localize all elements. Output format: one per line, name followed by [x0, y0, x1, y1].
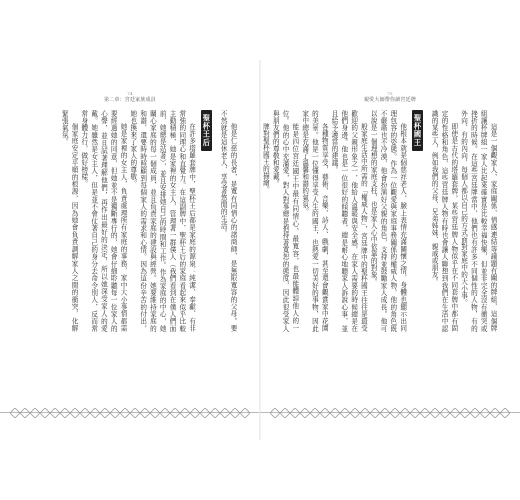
border-diamond — [450, 408, 460, 418]
border-diamond — [420, 408, 430, 418]
border-pattern — [270, 408, 510, 418]
left-header-title: 第二章：宮廷家族成員 — [103, 97, 156, 103]
border-diamond — [100, 408, 110, 418]
left-decorative-border — [0, 406, 260, 420]
border-diamond — [430, 408, 440, 418]
border-diamond — [440, 408, 450, 418]
border-diamond — [490, 408, 500, 418]
border-diamond — [280, 408, 290, 418]
border-diamond — [10, 408, 20, 418]
border-diamond — [460, 408, 470, 418]
section-heading: 聖杯王后 — [201, 110, 213, 151]
border-diamond — [390, 408, 400, 418]
border-diamond — [90, 408, 100, 418]
right-running-header — [260, 90, 520, 104]
border-pattern — [10, 408, 250, 418]
border-diamond — [410, 408, 420, 418]
border-diamond — [380, 408, 390, 418]
border-diamond — [150, 408, 160, 418]
right-page-number: 75 — [387, 91, 393, 96]
body-paragraph: 般家庭生活中所需的「權威人物」，宮廷牌中的聖杯國王往往是最受歡迎的父親形象之一，他給人溫暖與安全感，在家人需要的時候總是在他們身邊。他也是一位很好的傾聽者，總是耐心地聽家人訴說心事，並且給予適當的建議。 — [330, 110, 368, 332]
body-paragraph: 她是家裡的女主人，負責處理所有家庭的事務，家中大小事情都需要經過她的同意，但她並不是獨斷專行的，她會仔細聆聽每一位家人的心聲，並且試著理解他們，再作出最好的決定，所以她深受家人的愛戴。她雖然是女主人，但是並不會仗著自己的身分去命令別人，反而常常身體力行，做好榜樣。 — [79, 110, 128, 332]
border-diamond — [200, 408, 210, 418]
border-diamond — [160, 408, 170, 418]
border-diamond — [350, 408, 360, 418]
border-diamond — [240, 408, 250, 418]
border-diamond — [170, 408, 180, 418]
right-page — [260, 0, 520, 500]
border-diamond — [110, 408, 120, 418]
body-paragraph: 牌對聖杯國王的描繪。 — [261, 123, 270, 194]
border-diamond — [30, 408, 40, 418]
border-diamond — [370, 408, 380, 418]
left-page-number: 74 — [127, 91, 133, 96]
right-body-text — [261, 110, 497, 332]
border-diamond — [70, 408, 80, 418]
border-diamond — [130, 408, 140, 418]
body-paragraph: 在許多塔羅套牌中，聖杯王后都是家庭的源泉：純潔、奉獻、有非常強的同理心和直覺力。在這副牌中，聖杯王后的家庭看起來似乎比較主動積極，她是家裡的女主人，管理著一群僕人（我們看到在僕人們面前，她總是站著），並且安排她自己的時間和工作。作為家庭的中心，她關心家庭的每一個成員，並且負責家庭的建設與經營。她要維持家庭的和諧，還要時時照顧到每個家人的需求和心情。因為這份辛苦的付出，她也換來了家人的尊敬。 — [128, 110, 196, 332]
body-paragraph: 他根本就是個慈祥老人，臉上表情充滿關懷之情，身體也顯示出同理包容的姿態。作為一位觀愛與家庭事務關係的權威人物，他的角色既不嚴肅也不冷漠，他會扮演好父親的角色，支持並鼓勵家人成長。他可以說是一個理想的家庭支柱，也是家人心中依靠的對象。 — [369, 110, 407, 332]
body-paragraph: 他是仁慈的長者，是寬有同情心的諸商師，是無限寬容的父母。要不然就是這休老人，享受著悠閒的生活。 — [219, 110, 237, 332]
border-diamond — [230, 408, 240, 418]
border-diamond — [300, 408, 310, 418]
border-diamond — [50, 408, 60, 418]
border-diamond — [340, 408, 350, 418]
border-diamond — [290, 408, 300, 418]
border-diamond — [210, 408, 220, 418]
body-paragraph: 個家庭安定平順的根源，因為她會負責調解家人之間的衝突，化解緊張氣氛。 — [60, 110, 79, 332]
border-diamond — [270, 408, 280, 418]
border-diamond — [330, 408, 340, 418]
right-header-title: 親愛大師帶你讀宮廷牌 — [363, 97, 416, 103]
border-diamond — [180, 408, 190, 418]
border-diamond — [320, 408, 330, 418]
left-body-text — [27, 110, 237, 332]
border-diamond — [310, 408, 320, 418]
left-running-header — [0, 90, 260, 104]
border-diamond — [80, 408, 90, 418]
border-diamond — [480, 408, 490, 418]
body-paragraph: 各種物質享受，藝術、音樂、詩人、戲劇，甚至還會觀賞家中花園的美景。他是一位懂得享受人生的國王，也熱愛一切美好的事物，因此家中總是充滿了溫馨和諧的氣氛。 — [300, 110, 329, 332]
border-diamond — [60, 408, 70, 418]
right-decorative-border — [260, 406, 520, 420]
border-diamond — [470, 408, 480, 418]
section-heading-wrap — [412, 110, 424, 332]
border-diamond — [140, 408, 150, 418]
border-diamond — [190, 408, 200, 418]
body-paragraph: 即使是古代的塔羅套牌，某些宮廷牌人物似乎在不同套牌中都有固定的性格和角色，這些宮廷牌人物有時也會讓人聯想到我們在生活中認識的某些人，例如我們的父母、兄弟姊妹、親戚或朋友。 — [430, 110, 458, 332]
border-diamond — [120, 408, 130, 418]
section-heading: 聖杯國王 — [412, 110, 424, 151]
body-paragraph: 能是四位宮廷國王中最有同情心、最寬容，也最能體諒他人的一位。他的心中充滿愛，對人對事總是抱持著寬恕的態度，因此很受家人與朋友們的尊敬和愛戴。 — [271, 110, 299, 332]
border-diamond — [500, 408, 510, 418]
border-diamond — [400, 408, 410, 418]
border-diamond — [40, 408, 50, 418]
body-paragraph: 這是一個觀家人、家庭關係、情感連結等議題有關的牌組，這個牌組讓杯牌組一家人比起來確實是比較幸福快樂，但並非完全沒有衝突或挫折的時候。在這些宮廷牌當中，他們也有許多不同個性的人物，有的外向、有的內向，每個人都以自己的方式面對家庭中的大小事。 — [459, 110, 497, 332]
border-diamond — [20, 408, 30, 418]
section-heading-wrap — [201, 110, 213, 332]
border-diamond — [360, 408, 370, 418]
border-diamond — [220, 408, 230, 418]
